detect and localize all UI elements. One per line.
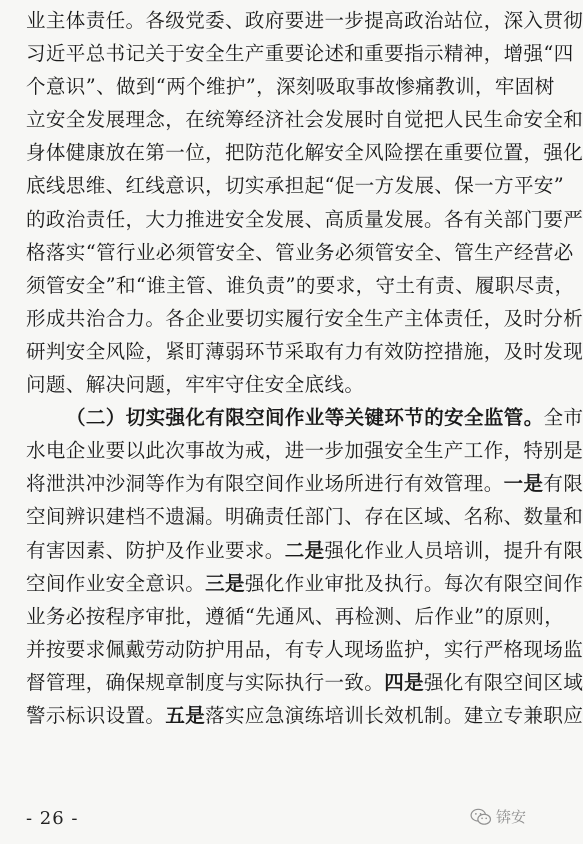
bold-run: 四是 <box>384 670 425 694</box>
text-line <box>26 302 583 335</box>
bold-run: 三是 <box>205 571 245 595</box>
text-run: 警示标识设置。 <box>26 703 166 727</box>
text-run: 的政治责任，大力推进安全发展、高质量发展。各有关部门要严 <box>26 207 583 231</box>
text-line <box>26 368 558 401</box>
text-line <box>26 203 583 236</box>
text-line <box>26 269 575 302</box>
text-line <box>26 500 583 533</box>
text-line <box>26 633 583 666</box>
text-run: 强化作业审批及执行。每次有限空间作 <box>244 571 583 595</box>
text-line <box>26 37 574 70</box>
text-run: 业主体责任。各级党委、政府要进一步提高政治站位，深入贯彻 <box>26 9 583 32</box>
text-line <box>26 169 565 202</box>
text-run: 格落实“管行业必须管安全、管业务必须管安全、管生产经营必 <box>26 240 574 264</box>
text-line <box>26 103 583 136</box>
text-line <box>26 467 583 500</box>
text-line <box>26 236 574 269</box>
text-line <box>26 70 558 103</box>
body-text <box>26 4 583 732</box>
text-line <box>26 401 583 434</box>
wechat-icon <box>470 808 492 826</box>
text-run: 个意识”、做到“两个维护”，深刻吸取事故惨痛教训，牢固树 <box>26 75 555 99</box>
text-run: 将泄洪冲沙洞等作为有限空间作业场所进行有效管理。 <box>26 472 504 496</box>
text-run: 立安全发展理念，在统筹经济社会发展时自觉把人民生命安全和 <box>26 108 583 132</box>
text-run: 水电企业要以此次事故为戒，进一步加强安全生产工作，特别是 <box>26 439 583 463</box>
text-line <box>26 666 583 699</box>
text-line <box>26 534 583 567</box>
text-run: 业务必按程序审批，遵循“先通风、再检测、后作业”的原则， <box>26 604 565 628</box>
text-run: 问题、解决问题，牢牢守住安全底线。 <box>26 373 365 397</box>
text-run: 落实应急演练培训长效机制。建立专兼职应 <box>205 703 583 727</box>
text-line <box>26 4 583 37</box>
text-run: 有限 <box>543 472 583 496</box>
bold-run: （二）切实强化有限空间作业等关键环节的安全监管。 <box>66 406 544 430</box>
bold-run: 五是 <box>165 703 206 727</box>
text-run: 研判安全风险，紧盯薄弱环节采取有力有效防控措施，及时发现 <box>26 339 583 363</box>
text-run: 空间辨识建档不遗漏。明确责任部门、存在区域、名称、数量和 <box>26 505 583 529</box>
text-run: 身体健康放在第一位，把防范化解安全风险摆在重要位置，强化 <box>26 141 583 165</box>
text-line <box>26 600 565 633</box>
text-run: 全市 <box>543 406 583 430</box>
text-run: 形成共治合力。各企业要切实履行安全生产主体责任，及时分析 <box>26 306 583 330</box>
text-run: 有害因素、防护及作业要求。 <box>26 538 285 562</box>
watermark <box>470 806 526 827</box>
text-run: 强化作业人员培训，提升有限 <box>324 538 583 562</box>
text-line <box>26 699 583 732</box>
text-line <box>26 434 583 467</box>
page-number: - 26 - <box>26 808 79 829</box>
text-line <box>26 335 583 368</box>
watermark-text: 锛安 <box>496 808 527 826</box>
bold-run: 一是 <box>503 472 544 496</box>
text-run: 习近平总书记关于安全生产重要论述和重要指示精神，增强“四 <box>26 42 574 66</box>
bold-run: 二是 <box>284 538 325 562</box>
text-run: 空间作业安全意识。 <box>26 571 206 595</box>
text-run: 并按要求佩戴劳动防护用品，有专人现场监护，实行严格现场监 <box>26 637 583 661</box>
text-line <box>26 136 583 169</box>
text-line <box>26 567 583 600</box>
text-run: 督管理，确保规章制度与实际执行一致。 <box>26 670 385 694</box>
text-run: 须管安全”和“谁主管、谁负责”的要求，守土有责、履职尽责， <box>26 273 575 297</box>
text-run: 强化有限空间区域 <box>424 670 583 694</box>
text-run: 底线思维、红线意识，切实承担起“促一方发展、保一方平安” <box>26 174 565 198</box>
